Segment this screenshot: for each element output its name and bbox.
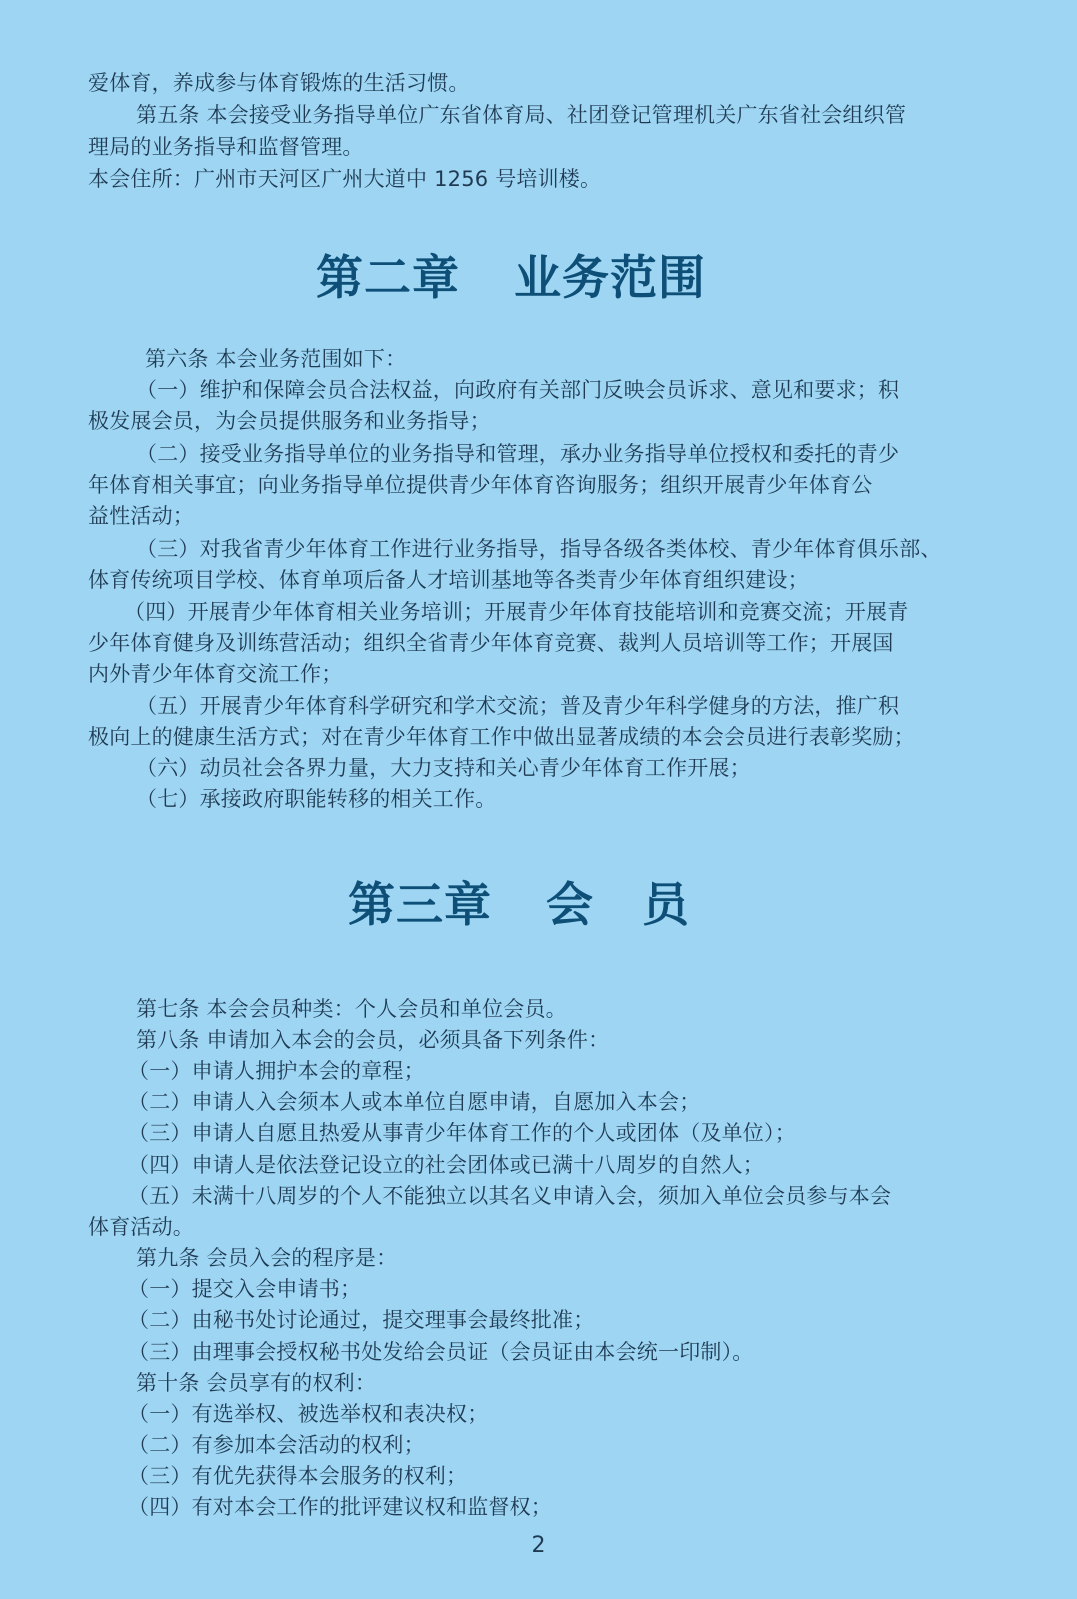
text-line: 极向上的健康生活方式；对在青少年体育工作中做出显著成绩的本会会员进行表彰奖励； [88, 725, 915, 749]
text-line: 益性活动； [88, 504, 194, 528]
text-line: （三）有优先获得本会服务的权利； [128, 1464, 468, 1488]
text-line: 理局的业务指导和监督管理。 [88, 135, 364, 159]
text-line: 体育活动。 [88, 1215, 194, 1239]
text-line: （五）开展青少年体育科学研究和学术交流；普及青少年科学健身的方法，推广积 [136, 694, 900, 718]
text-line: （六）动员社会各界力量，大力支持和关心青少年体育工作开展； [136, 756, 751, 780]
article-8-line: 第八条 申请加入本会的会员，必须具备下列条件： [136, 1028, 610, 1052]
text-line: （一）提交入会申请书； [128, 1277, 362, 1301]
text-line: 少年体育健身及训练营活动；组织全省青少年体育竞赛、裁判人员培训等工作；开展国 [88, 631, 894, 655]
text-line: （二）有参加本会活动的权利； [128, 1433, 425, 1457]
text-line: 年体育相关事宜；向业务指导单位提供青少年体育咨询服务；组织开展青少年体育公 [88, 473, 873, 497]
article-9-line: 第九条 会员入会的程序是： [136, 1246, 398, 1270]
chapter-3-name: 会 员 [546, 878, 690, 933]
text-line: （一）有选举权、被选举权和表决权； [128, 1402, 489, 1426]
text-line: （一）申请人拥护本会的章程； [128, 1059, 425, 1083]
text-line: （一）维护和保障会员合法权益，向政府有关部门反映会员诉求、意见和要求；积 [136, 378, 900, 402]
text-line: 内外青少年体育交流工作； [88, 662, 343, 686]
article-10-line: 第十条 会员享有的权利： [136, 1371, 377, 1395]
chapter-2-name: 业务范围 [514, 251, 706, 306]
address-line: 本会住所：广州市天河区广州大道中 1256 号培训楼。 [88, 167, 602, 191]
text-line: （四）有对本会工作的批评建议权和监督权； [128, 1495, 552, 1519]
text-line: （二）申请人入会须本人或本单位自愿申请，自愿加入本会； [128, 1090, 701, 1114]
text-line: （七）承接政府职能转移的相关工作。 [136, 787, 497, 811]
text-line: （四）开展青少年体育相关业务培训；开展青少年体育技能培训和竞赛交流；开展青 [124, 600, 909, 624]
text-line: 体育传统项目学校、体育单项后备人才培训基地等各类青少年体育组织建设； [88, 568, 809, 592]
article-6-line: 第六条 本会业务范围如下： [145, 347, 407, 371]
text-line: 极发展会员，为会员提供服务和业务指导； [88, 409, 491, 433]
text-line: （二）接受业务指导单位的业务指导和管理，承办业务指导单位授权和委托的青少 [136, 442, 900, 466]
chapter-2-title: 第二章 [316, 251, 460, 306]
chapter-3-title: 第三章 [348, 878, 492, 933]
text-line: （四）申请人是依法登记设立的社会团体或已满十八周岁的自然人； [128, 1153, 764, 1177]
text-line: （三）申请人自愿且热爱从事青少年体育工作的个人或团体（及单位）； [128, 1121, 796, 1145]
text-line: 爱体育，养成参与体育锻炼的生活习惯。 [88, 71, 470, 95]
text-line: （三）对我省青少年体育工作进行业务指导，指导各级各类体校、青少年体育俱乐部、 [136, 537, 942, 561]
text-line: （三）由理事会授权秘书处发给会员证（会员证由本会统一印制）。 [128, 1340, 754, 1364]
page-number: 2 [531, 1533, 546, 1558]
article-7-line: 第七条 本会会员种类：个人会员和单位会员。 [136, 997, 567, 1021]
article-5-line: 第五条 本会接受业务指导单位广东省体育局、社团登记管理机关广东省社会组织管 [136, 103, 907, 127]
text-line: （二）由秘书处讨论通过，提交理事会最终批准； [128, 1308, 595, 1332]
text-line: （五）未满十八周岁的个人不能独立以其名义申请入会，须加入单位会员参与本会 [128, 1184, 892, 1208]
